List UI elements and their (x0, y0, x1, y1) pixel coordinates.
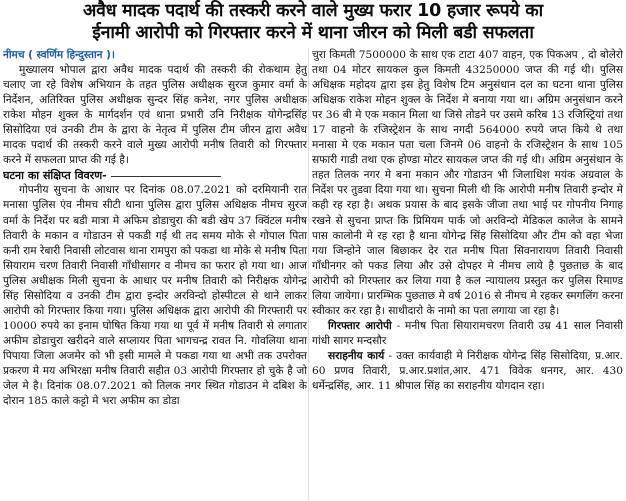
commendable-work-label: सराहनीय कार्य (328, 349, 385, 362)
article-column-right (312, 48, 623, 501)
arrested-accused-text: - मनीष पिता सियारामचरण तिवारी उम्र 41 साल निवासी गांधी सागर मन्दसौर (312, 319, 623, 347)
incident-summary-heading-text: घटना का संक्षिप्त विवरण- (3, 169, 107, 183)
headline-line-1: अवैध मादक पदार्थ की तस्करी करने वाले मुख्य फरार 10 हजार रूपये का (83, 1, 543, 21)
arrested-accused-label: गिरफ्तार आरोपी (328, 319, 392, 332)
commendable-work-paragraph (312, 349, 623, 394)
headline (0, 0, 626, 46)
commendable-work-text: - उक्त कार्यवाही मे निरीक्षक योगेन्द्र सिंह सिसोदिया, प्र.आर. 60 प्रणव तिवारी, प्र.आर.प्रशांत,आर. 471 विवेक धनगर, आर. 430 धर्मेन्द्रसिंह, आर. 11 श्रीपाल सिंह का सराहनीय योगदान रहा। (312, 349, 623, 393)
column-divider (308, 48, 309, 501)
headline-line-2: ईनामी आरोपी को गिरफ्तार करने में थाना जीरन को मिली बडी सफलता (92, 23, 534, 43)
incident-paragraph: गोपनीय सुचना के आधार पर दिनांक 08.07.2021 को दरमियानी रात मनासा पुलिस एंव नीमच सीटी थाना पुलिस द्वारा पुलिस अधिक्षक नीमच सुरज वर्मा के निर्देश पर बडी मात्रा मे अफिम डोडाचुरा की बडी खेप 37 क्विंटल मनीष तिवारी के मकान व गोडाउन से पकडी गई थी तद समय मोके से गोपाल पिता कनी राम रेबारी निवासी लोटवास थाना रामपुरा को पकडा था मोके से मनीष पिता सियाराम चरण तिवारी निवासी गाँधीसागर व नीमच का फरार हो गया था। आज पुलिस अधीक्षक मिली सुचना के आधार पर मनीष तिवारी को निरीक्षक योगेन्द्र सिंह सिसोदिया व उनकी टीम द्वारा इन्दोर अरविन्दो होस्पीटल से थाने लाकर आरोपी को गिरफ्तार किया गया। पुलिस अधिक्षक द्वारा आरोपी की गिरफ्तारी पर 10000 रुपये का इनाम घोषित किया गया था पूर्व में मनीष तिवारी से लगातार अफीम डोडाचुरा खरीदने वाले सप्लायर पिता भागचन्द्र रावत नि. गोवलिया थाना पिपाया जिला अजमेर को भी इसी मामले मे पकडा गया था अभी तक उपरोक्त प्रकरण मे मय अभिरक्षा मनीष तिवारी सहीत 03 आरोपी गिरफ्तार हो चुके है जो जेल मे है। दिनांक 08.07.2021 को तिलक नगर स्थित गोडाउन मे दबिश के दोरान 185 काले कट्टो मे भरा अफीम का डोडा (3, 184, 307, 408)
arrested-accused-paragraph (312, 319, 623, 349)
continuation-paragraph: चुरा किमती 7500000 के साथ एक टाटा 407 वाहन, एक पिकअप , दो बोलेरो तथा 04 मोटर सायकल कुल किमती 43250000 जप्त की गई थी। पुलिस अधिक्षक महोदय द्वारा इस हेतु विशेष टिम अनुसंधान दल का घटना थाना पुलिस अधिक्षक राकेश मोहन शुक्ल के निर्देश मे बनाया गया था। अग्रिम अनुसंधान करने पर 36 बी मे एक मकान मिला था जिसे तोडने पर उसमे करिब 13 रजिस्ट्रियां तथा 17 वाहनो के रजिस्ट्रेशन के साथ नगदी 564000 रुपये जप्त किये थे तथा मनासा मे एक मकान पता चला जिनमे 06 वाहनो के रजिस्ट्रेशन के साथ 105 सफारी गाडी तथा एक होण्डा मोटर सायकल जप्त की गई थी। अग्रिम अनुसंधान के तहत तिलक नगर मे बना मकान और गोडाउन भी जिलाधिश मयंक अग्रवाल के निर्देश पर तुडवा दिया गया था। सुचना मिली थी कि आरोपी मनीष तिवारी इन्दोर मे कही रह रहा है। अथक प्रयास के बाद इसके जीजा तथा भाई पर गोपनीय निगाह रखने से सुचना प्राप्त कि प्रिमियम पार्क जो अरविन्दो मेडिकल कालेज के सामने पास कालोनी मे रह रहा है थाना योगेन्द्र सिंह सिसोदिया और टीम को वहा भेजा गया जिन्होने जाल बिछाकर देर रात मनीष पिता सिवनारायण तिवारी निवासी गाँधीनगर को पकड लिया और उसे दोपहर मे नीमच लाये है पुछताछ के बाद आरोपी को गिरफ्तार कर लिया गया है कल न्यायालय प्रस्तुत कर पुलिस रिमाण्ड लिया जायेगा। प्रारम्भिक पुछताछ मे वर्ष 2016 से नीमच मे रहकर स्मगलिंग करना स्वीकार कर रहा है। साथीदारो के नामो का पता लगाया जा रहा है। (312, 49, 623, 317)
article-column-left (3, 48, 307, 501)
intro-paragraph: मुख्यालय भोपाल द्वारा अवैध मादक पदार्थ की तस्करी की रोकथाम हेतु चलाए जा रहे विशेष अभियान के तहत पुलिस अधीक्षक सुरज कुमार वर्मा के निर्देशन, अतिरिक्त पुलिस अधीक्षक सुन्दर सिंह कनेश, नगर पुलिस अधीक्षक राकेश मोहन शुक्ल के मार्गदर्शन एवं थाना प्रभारी उनि निरीक्षक योगेन्द्रसिंह सिसोदिया एवं उनकी टीम के द्वारा के नेतृत्व में पुलिस टीम जीरन द्वारा अवैध मादक पदार्थ की तस्करी करने वाले मुख्य आरोपी मनीष तिवारी को गिरफ्तार करने में सफलता प्राप्त की गई है। (3, 64, 307, 167)
heading-rule (111, 176, 221, 177)
incident-summary-heading (3, 168, 307, 183)
dateline: नीमच ( स्वर्णिम हिन्दुस्तान )। (3, 49, 115, 61)
